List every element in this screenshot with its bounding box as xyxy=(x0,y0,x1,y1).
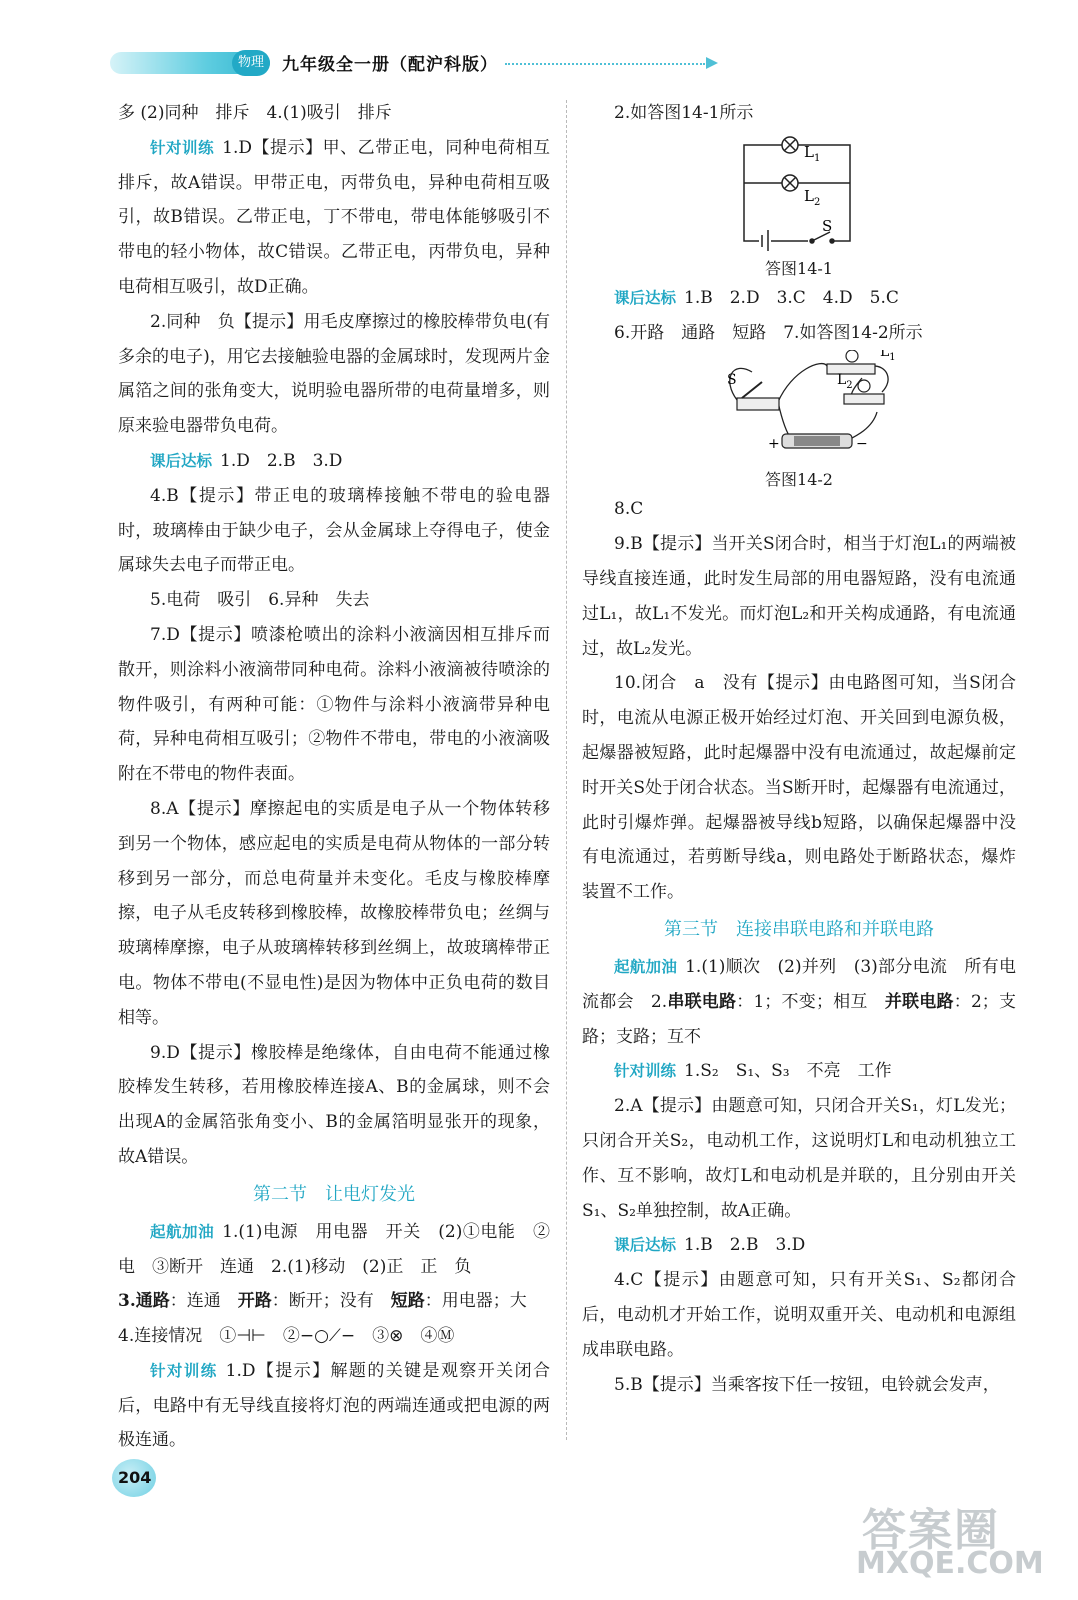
answer-text: ：2；支路；支路；互不 xyxy=(582,991,1016,1047)
lamp-label: $L_2$ xyxy=(837,372,853,392)
answer-text: 4.连接情况 ① xyxy=(118,1326,237,1347)
answer-paragraph: 8.A【提示】摩擦起电的实质是电子从一个物体转移到另一个物体，感应起电的实质是电荷从物体的一部分转移到另一部分，而总电荷量并未变化。毛皮与橡胶棒摩擦，电子从毛皮转移到橡胶棒，故橡胶棒带负电；丝绸与玻璃棒摩擦，电子从玻璃棒转移到丝绸上，故玻璃棒带正电。物体不带电(不显电性)是因为物体中正负电荷的数目相等。 xyxy=(118,798,550,1028)
answer-paragraph: 2.A【提示】由题意可知，只闭合开关S₁，灯L发光；只闭合开关S₂，电动机工作，这说明灯L和电动机独立工作、互不影响，故灯L和电动机是并联的，且分别由开关S₁、S₂单独控制，故A正确。 xyxy=(582,1096,1016,1221)
switch-label: S xyxy=(727,372,737,389)
answer-text: 1.D【提示】解题的关键是观察开关闭合后，电路中有无导线直接将灯泡的两端连通或把电源的两极连通。 xyxy=(118,1360,550,1451)
answer-paragraph: 10.闭合 a 没有【提示】由电路图可知，当S闭合时，电流从电源正极开始经过灯泡、开关回到电源负极，起爆器被短路，此时起爆器中没有电流通过，故起爆前定时开关S处于闭合状态。当S断开时，起爆器有电流通过，此时引爆炸弹。起爆器被导线b短路，以确保起爆器中没有电流通过，若剪断导线a，则电路处于断路状态，爆炸装置不工作。 xyxy=(582,673,1016,903)
circuit-diagram-14-1 xyxy=(582,131,1016,251)
answer-text: 1.(1)顺次 (2)并列 (3)部分电流 所有电流都会 2. xyxy=(582,956,1016,1012)
negative-terminal-label: − xyxy=(856,436,868,453)
column-divider xyxy=(566,100,567,1440)
answer-paragraph xyxy=(118,1284,550,1319)
answer-paragraph xyxy=(118,1215,550,1285)
answer-paragraph xyxy=(118,1319,550,1354)
switch-symbol-icon: −○⟋− xyxy=(299,1326,356,1347)
figure-caption: 答图14-1 xyxy=(765,258,833,278)
answer-paragraph: 5.B【提示】当乘客按下任一按钮，电铃就会发声， xyxy=(614,1374,1000,1395)
section-title: 第二节 让电灯发光 xyxy=(253,1183,415,1205)
motor-symbol-icon: Ⓜ xyxy=(437,1326,455,1347)
answer-paragraph xyxy=(582,1054,1016,1089)
answer-text: 1.D 2.B 3.D xyxy=(220,450,343,471)
section-tag: 起航加油 xyxy=(150,1222,215,1241)
answer-paragraph xyxy=(582,950,1016,1054)
circuit-diagram-14-2 xyxy=(582,350,1016,462)
answer-text: 1.S₂ S₁、S₃ 不亮 工作 xyxy=(684,1061,892,1082)
watermark-url: MXQE.COM xyxy=(856,1546,1044,1581)
watermark-text: 答案圈 xyxy=(862,1505,1000,1556)
header-dotted-line xyxy=(505,63,705,65)
answer-paragraph xyxy=(118,131,550,305)
term-label: 串联电路 xyxy=(667,991,737,1012)
answer-paragraph: 4.B【提示】带正电的玻璃棒接触不带电的验电器时，玻璃棒由于缺少电子，会从金属球上夺得电子，使金属球失去电子而带正电。 xyxy=(118,485,550,576)
subject-badge: 物理 xyxy=(232,50,270,76)
term-label: 3.通路 xyxy=(118,1291,170,1312)
answer-paragraph xyxy=(118,444,550,479)
answer-line: 多 (2)同种 排斥 4.(1)吸引 排斥 xyxy=(118,103,392,123)
term-label: 短路 xyxy=(390,1291,425,1312)
book-title: 九年级全一册（配沪科版） xyxy=(282,55,498,75)
answer-text: 1.B 2.B 3.D xyxy=(684,1235,806,1256)
answer-paragraph: 5.电荷 吸引 6.异种 失去 xyxy=(150,590,370,611)
circuit-figure-14-2 xyxy=(582,350,1016,492)
section-tag: 起航加油 xyxy=(614,957,678,976)
section-title: 第三节 连接串联电路和并联电路 xyxy=(664,918,934,940)
left-column xyxy=(118,96,550,1458)
answer-text: ：1；不变；相互 xyxy=(736,991,885,1012)
section-tag: 针对训练 xyxy=(150,1361,218,1380)
answer-paragraph: 2.同种 负【提示】用毛皮摩擦过的橡胶棒带负电(有多余的电子)，用它去接触验电器的金属球时，发现两片金属箔之间的张角变大，说明验电器所带的电荷量增多，则原来验电器带负电荷。 xyxy=(118,311,550,437)
page-header xyxy=(0,0,1078,110)
answer-paragraph: 7.D【提示】喷漆枪喷出的涂料小液滴因相互排斥而散开，则涂料小液滴带同种电荷。涂料小液滴被待喷涂的物件吸引，有两种可能：①物件与涂料小液滴带异种电荷，异种电荷相互吸引；②物件不带电，带电的小液滴吸附在不带电的物件表面。 xyxy=(118,624,550,785)
answer-line: 8.C xyxy=(614,499,644,520)
answer-text: ：连通 xyxy=(169,1291,238,1312)
section-tag: 针对训练 xyxy=(614,1062,677,1081)
page-number: 204 xyxy=(118,1468,152,1487)
answer-text: 1.B 2.D 3.C 4.D 5.C xyxy=(684,287,899,308)
header-arrow-icon xyxy=(706,57,718,69)
answer-text: ：用电器；大 xyxy=(424,1291,527,1312)
answer-paragraph: 4.C【提示】由题意可知，只有开关S₁、S₂都闭合后，电动机才开始工作，说明双重开关、电动机和电源组成串联电路。 xyxy=(582,1270,1016,1360)
answer-text: ④ xyxy=(403,1326,438,1347)
lamp-symbol-icon: ⊗ xyxy=(389,1326,404,1347)
section-tag: 课后达标 xyxy=(150,451,213,470)
page-number-badge xyxy=(112,1455,162,1505)
section-tag: 课后达标 xyxy=(614,288,677,307)
section-tag: 课后达标 xyxy=(614,1236,677,1255)
term-label: 并联电路 xyxy=(884,991,954,1012)
circuit-figure-14-1 xyxy=(582,131,1016,281)
switch-label: S xyxy=(822,216,833,235)
answer-paragraph xyxy=(582,281,1016,316)
right-column xyxy=(582,96,1016,1402)
answer-text: 1.D【提示】甲、乙带正电，同种电荷相互排斥，故A错误。甲带正电，丙带负电，异种电荷相互吸引，故B错误。乙带正电，丁不带电，带电体能够吸引不带电的轻小物体，故C错误。乙带正电，丙带负电，异种电荷相互吸引，故D正确。 xyxy=(118,137,550,297)
figure-caption: 答图14-2 xyxy=(765,470,833,490)
watermark-logo xyxy=(850,1490,1044,1590)
answer-paragraph xyxy=(582,1228,1016,1263)
positive-terminal-label: + xyxy=(768,436,780,453)
battery-symbol-icon: ⊣⊢ xyxy=(236,1326,266,1347)
section-tag: 针对训练 xyxy=(150,138,215,157)
answer-text: ② xyxy=(265,1326,300,1347)
term-label: 开路 xyxy=(237,1291,272,1312)
answer-paragraph: 9.D【提示】橡胶棒是绝缘体，自由电荷不能通过橡胶棒发生转移，若用橡胶棒连接A、B的金属球，则不会出现A的金属箔张角变小、B的金属箔明显张开的现象，故A错误。 xyxy=(118,1042,550,1167)
answer-line: 2.如答图14-1所示 xyxy=(614,103,754,123)
answer-paragraph xyxy=(118,1354,550,1458)
answer-paragraph: 9.B【提示】当开关S闭合时，相当于灯泡L₁的两端被导线直接连通，此时发生局部的用电器短路，没有电流通过L₁，故L₁不发光。而灯泡L₂和开关构成通路，有电流通过，故L₂发光。 xyxy=(582,534,1016,659)
answer-text: ：断开；没有 xyxy=(271,1291,391,1312)
lamp-label: $L_1$ xyxy=(880,350,896,364)
lamp-label: $L_2$ xyxy=(804,186,821,208)
answer-text: 1.(1)电源 用电器 开关 (2)①电能 ②电 ③断开 连通 2.(1)移动 (2)正 正 负 xyxy=(118,1221,550,1277)
answer-text: ③ xyxy=(355,1326,390,1347)
answer-paragraph: 6.开路 通路 短路 7.如答图14-2所示 xyxy=(614,322,923,343)
lamp-label: $L_1$ xyxy=(804,142,821,164)
